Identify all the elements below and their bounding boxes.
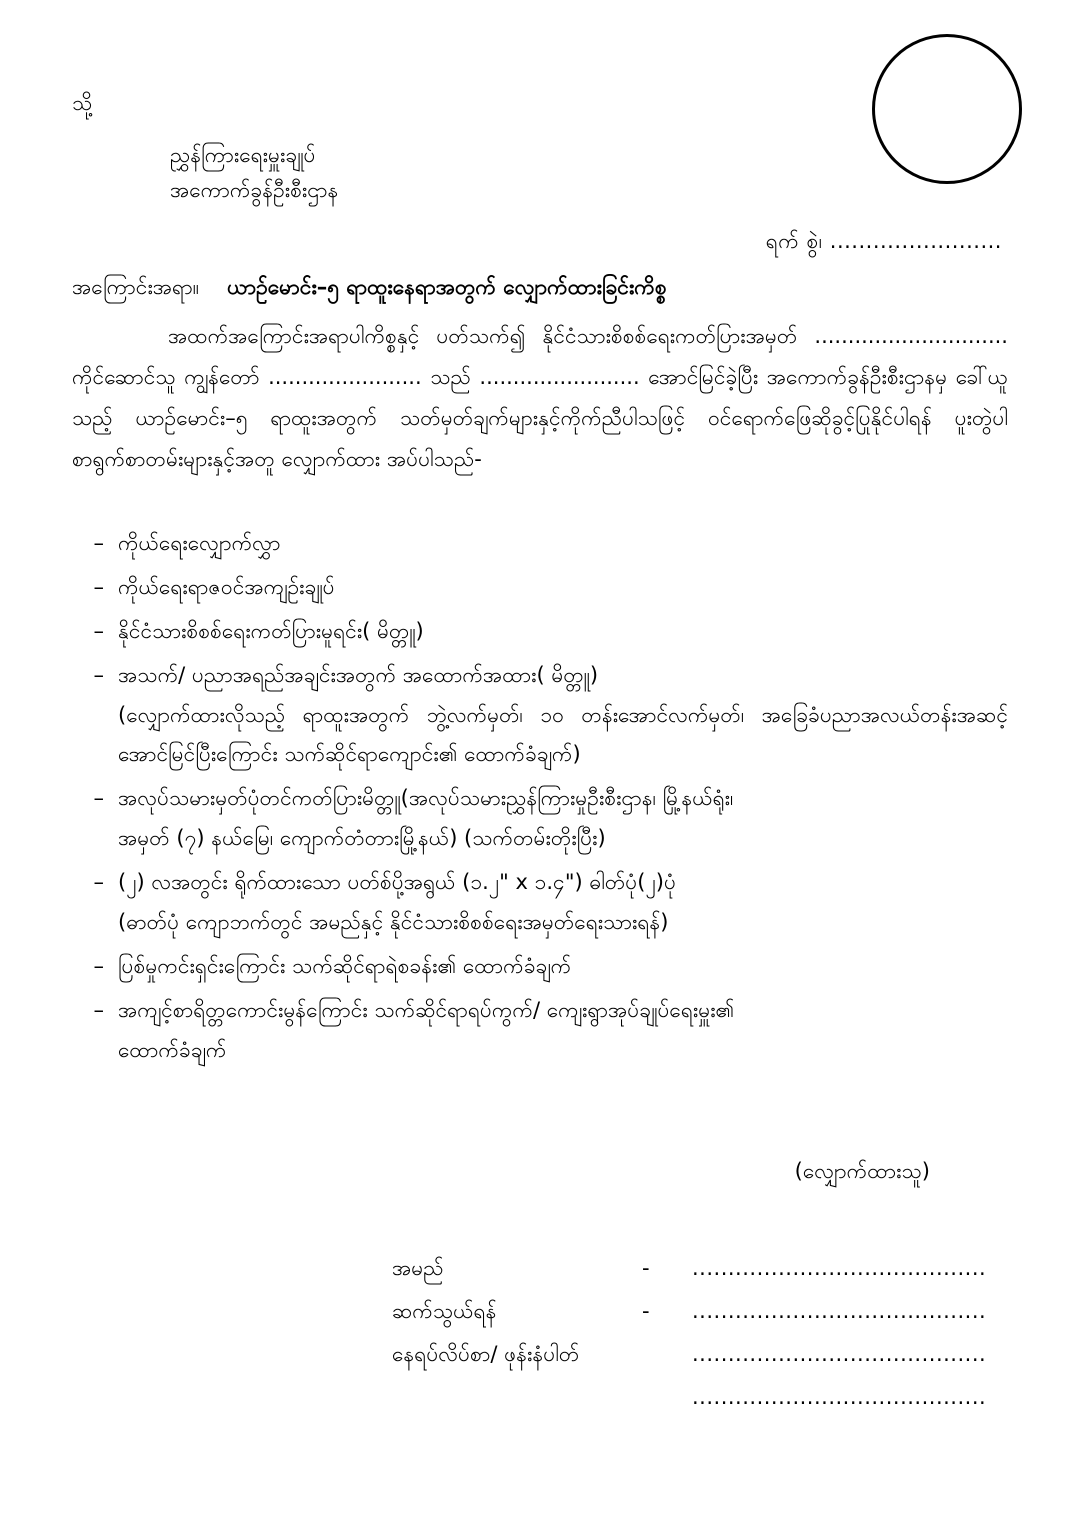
- bullet-dash-icon: –: [93, 574, 104, 599]
- field-row-name: [392, 1258, 986, 1279]
- to-label: သို့: [72, 91, 93, 115]
- list-item: [72, 947, 1008, 987]
- field-dash: -: [642, 1256, 650, 1280]
- body-paragraph-text: အထက်အကြောင်းအရာပါကိစ္စနှင့် ပတ်သက်၍ နိုင်ငံသားစိစစ်ရေးကတ်ပြားအမှတ် ............................. ကိုင်ဆောင်သူ ကျွန်တော် ....................... သည် ........................ အောင်မြင်ခဲ့ပြီး အကောက်ခွန်ဦးစီးဌာနမှ ခေါ်ယူသည့် ယာဉ်မောင်း–၅ ရာထူးအတွက် သတ်မှတ်ချက်များနှင့်ကိုက်ညီပါသဖြင့် ဝင်ရောက်ဖြေဆိုခွင့်ပြုနိုင်ပါရန် ပူးတွဲပါ စာရွက်စာတမ်းများနှင့်အတူ လျှောက်ထား အပ်ပါသည်-: [72, 324, 1008, 471]
- list-item-body: [118, 568, 1008, 608]
- bullet-dash-icon: –: [93, 953, 104, 978]
- list-item-line: နိုင်ငံသားစိစစ်ရေးကတ်ပြားမူရင်း( မိတ္တူ): [118, 618, 424, 643]
- addressee-line-1: ညွှန်ကြားရေးမှူးချုပ်: [170, 143, 316, 167]
- field-label: အမည်: [392, 1256, 444, 1280]
- field-value-blank[interactable]: .........................................: [692, 1256, 987, 1280]
- list-item: [72, 863, 1008, 943]
- field-value-blank[interactable]: .........................................: [692, 1299, 987, 1323]
- applicant-signature-label: (လျှောက်ထားသူ): [794, 1159, 930, 1183]
- subject-label: အကြောင်းအရာ။: [72, 275, 200, 299]
- addressee-block: [170, 138, 338, 207]
- list-item-body: [118, 656, 1008, 776]
- date-line: ရက် စွဲ၊ ........................: [765, 229, 1002, 253]
- bullet-dash-icon: –: [93, 618, 104, 643]
- field-value-blank[interactable]: .........................................: [692, 1342, 987, 1366]
- field-row-address: [392, 1344, 986, 1365]
- addressee-line-2: အကောက်ခွန်ဦးစီးဌာန: [170, 177, 339, 202]
- bullet-dash-icon: –: [93, 997, 104, 1022]
- list-item-body: [118, 779, 1008, 859]
- field-row-contact: [392, 1301, 986, 1322]
- list-item-subline: (လျှောက်ထားလိုသည့် ရာထူးအတွက် ဘွဲ့လက်မှတ်၊ ၁၀ တန်းအောင်လက်မှတ်၊ အခြေခံပညာအလယ်တန်းအဆင့် အောင်မြင်ပြီးကြောင်း သက်ဆိုင်ရာကျောင်း၏ ထောက်ခံချက်): [118, 702, 1008, 767]
- list-item-subline: (ဓာတ်ပုံ ကျောဘက်တွင် အမည်နှင့် နိုင်ငံသားစိစစ်ရေးအမှတ်ရေးသားရန်): [118, 910, 669, 935]
- list-item-body: [118, 991, 1008, 1071]
- list-item-line: ကိုယ်ရေးရာဇဝင်အကျဉ်းချုပ်: [118, 574, 335, 599]
- applicant-fields: [392, 1258, 986, 1408]
- field-label: ဆက်သွယ်ရန်: [392, 1299, 497, 1323]
- list-item-line: အလုပ်သမားမှတ်ပုံတင်ကတ်ပြားမိတ္တူ(အလုပ်သမားညွှန်ကြားမှုဦးစီးဌာန၊ မြို့နယ်ရုံး၊: [118, 786, 734, 811]
- photo-circle-placeholder: [872, 34, 1022, 184]
- field-value-blank-extra[interactable]: .........................................: [692, 1385, 987, 1409]
- list-item-body: [118, 524, 1008, 564]
- list-item: [72, 656, 1008, 776]
- list-item: [72, 991, 1008, 1071]
- list-item: [72, 568, 1008, 608]
- list-item-body: [118, 863, 1008, 943]
- bullet-dash-icon: –: [93, 786, 104, 811]
- list-item-subline: ထောက်ခံချက်: [118, 1037, 227, 1062]
- list-item: [72, 612, 1008, 652]
- body-paragraph: [72, 316, 1008, 480]
- list-item-line: ကိုယ်ရေးလျှောက်လွှာ: [118, 531, 281, 555]
- list-item: [72, 524, 1008, 564]
- field-dash: -: [642, 1299, 650, 1323]
- list-item-line: အသက်/ ပညာအရည်အချင်းအတွက် အထောက်အထား( မိတ္တူ): [118, 662, 599, 687]
- list-item-line: (၂) လအတွင်း ရိုက်ထားသော ပတ်စ်ပို့အရွယ် (၁.၂" x ၁.၄") ဓါတ်ပုံ(၂)ပုံ: [118, 870, 676, 895]
- list-item-line: အကျင့်စာရိတ္တကောင်းမွန်ကြောင်း သက်ဆိုင်ရာရပ်ကွက်/ ကျေးရွာအုပ်ချုပ်ရေးမှူး၏: [118, 997, 735, 1022]
- subject-line: [72, 274, 1008, 305]
- bullet-dash-icon: –: [93, 662, 104, 687]
- bullet-dash-icon: –: [93, 531, 104, 555]
- attachment-list: [72, 524, 1008, 1075]
- bullet-dash-icon: –: [93, 870, 104, 895]
- list-item: [72, 779, 1008, 859]
- field-label: နေရပ်လိပ်စာ/ ဖုန်းနံပါတ်: [392, 1342, 580, 1366]
- list-item-line: ပြစ်မှုကင်းရှင်းကြောင်း သက်ဆိုင်ရာရဲစခန်း၏ ထောက်ခံချက်: [118, 953, 572, 978]
- list-item-subline: အမှတ် (၇) နယ်မြေ၊ ကျောက်တံတားမြို့နယ်) (သက်တမ်းတိုးပြီး): [118, 826, 606, 851]
- list-item-body: [118, 612, 1008, 652]
- list-item-body: [118, 947, 1008, 987]
- subject-text: ယာဉ်မောင်း–၅ ရာထူးနေရာအတွက် လျှောက်ထားခြင်းကိစ္စ: [227, 275, 667, 299]
